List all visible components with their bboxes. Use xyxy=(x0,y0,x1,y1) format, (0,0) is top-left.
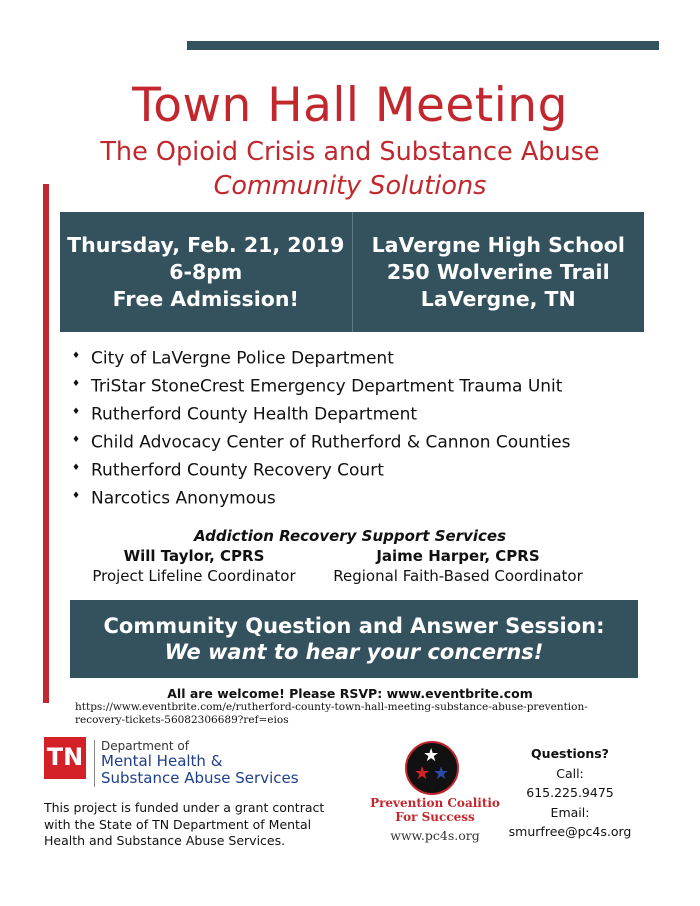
bullet-diamond-icon: ♦ xyxy=(72,351,81,361)
top-accent-bar xyxy=(187,41,659,50)
list-item: ♦ Rutherford County Health Department xyxy=(72,401,570,429)
qa-session-panel xyxy=(70,600,638,678)
qa-tagline: We want to hear your concerns! xyxy=(164,640,544,664)
event-city: LaVergne, TN xyxy=(420,286,576,311)
event-venue: LaVergne High School xyxy=(371,232,625,257)
qa-heading: Community Question and Answer Session: xyxy=(103,614,605,638)
rsvp-text: All are welcome! Please RSVP: www.eventbrite.com xyxy=(167,686,533,701)
bullet-diamond-icon: ♦ xyxy=(72,378,81,389)
email-address[interactable]: smurfree@pc4s.org xyxy=(508,824,632,839)
organization-list xyxy=(72,345,570,513)
person-role: Project Lifeline Coordinator xyxy=(92,567,296,585)
tn-logo-text: TN xyxy=(46,743,84,771)
prevention-coalition-url[interactable]: www.pc4s.org xyxy=(390,828,480,843)
list-item: ♦ Child Advocacy Center of Rutherford & Cannon Counties xyxy=(72,429,570,457)
bullet-diamond-icon: ♦ xyxy=(72,434,81,445)
three-stars-circle-icon: ★ ★ ★ xyxy=(405,741,459,795)
bullet-diamond-icon: ♦ xyxy=(72,490,81,501)
list-item: ♦ City of LaVergne Police Department xyxy=(72,345,570,373)
page-subtitle-italic: Community Solutions xyxy=(213,171,487,201)
funding-disclaimer: This project is funded under a grant contract with the State of TN Department of Mental Health and Substance Abuse Services. xyxy=(44,800,325,848)
event-admission: Free Admission! xyxy=(112,286,299,311)
email-label: Email: xyxy=(550,804,590,820)
event-time: 6-8pm xyxy=(169,259,243,284)
page-title: Town Hall Meeting xyxy=(132,78,568,133)
contact-info xyxy=(505,744,635,842)
call-label: Call: xyxy=(556,765,584,781)
support-person xyxy=(78,546,310,586)
list-item: ♦ TriStar StoneCrest Emergency Department Trauma Unit xyxy=(72,373,570,401)
event-info-panel xyxy=(60,212,644,332)
tn-state-logo xyxy=(44,737,86,779)
phone-number[interactable]: 615.225.9475 xyxy=(526,785,614,800)
prevention-coalition-name: Prevention Coalitio For Success xyxy=(370,796,500,824)
person-name: Will Taylor, CPRS xyxy=(123,547,265,565)
event-location xyxy=(353,212,645,332)
person-name: Jaime Harper, CPRS xyxy=(376,547,540,565)
rsvp-link[interactable]: https://www.eventbrite.com/e/rutherford-county-town-hall-meeting-substance-abuse-prevention-recovery-tickets-56082306689?ref=eios xyxy=(75,701,588,726)
support-person xyxy=(320,546,596,586)
questions-heading: Questions? xyxy=(531,746,609,761)
bullet-diamond-icon: ♦ xyxy=(72,406,81,417)
person-role: Regional Faith-Based Coordinator xyxy=(333,567,583,585)
tn-department-name: Department of Mental Health & Substance Abuse Services xyxy=(94,740,299,787)
support-services-heading: Addiction Recovery Support Services xyxy=(193,527,507,545)
event-street: 250 Wolverine Trail xyxy=(386,259,610,284)
page-subtitle: The Opioid Crisis and Substance Abuse xyxy=(100,137,600,167)
event-datetime xyxy=(60,212,353,332)
bullet-diamond-icon: ♦ xyxy=(72,462,81,473)
list-item: ♦ Rutherford County Recovery Court xyxy=(72,457,570,485)
event-date: Thursday, Feb. 21, 2019 xyxy=(67,232,345,257)
list-item: ♦ Narcotics Anonymous xyxy=(72,485,570,513)
side-accent-bar xyxy=(43,184,49,703)
